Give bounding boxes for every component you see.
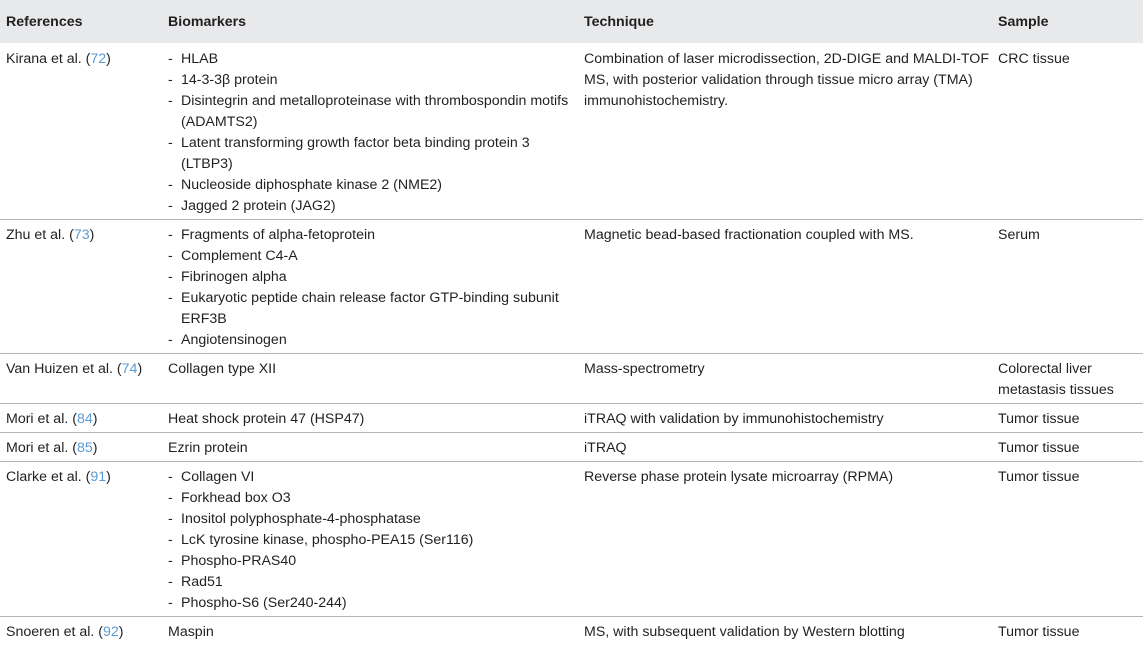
- biomarker-text: Fibrinogen alpha: [181, 269, 287, 285]
- list-marker: -: [168, 133, 173, 154]
- list-item: [168, 133, 584, 175]
- list-item: [168, 530, 584, 551]
- citation-link[interactable]: 73: [74, 227, 90, 243]
- reference-author: Mori et al. (: [6, 411, 77, 427]
- biomarker-text: Complement C4-A: [181, 248, 298, 264]
- list-item: [168, 225, 584, 246]
- list-item: [168, 467, 584, 488]
- list-item: [168, 330, 584, 351]
- reference-close: ): [93, 411, 98, 427]
- reference-close: ): [90, 227, 95, 243]
- cell-sample: Tumor tissue: [998, 617, 1143, 645]
- list-item: [168, 175, 584, 196]
- cell-technique: Mass-spectrometry: [584, 354, 998, 404]
- table-row: [0, 433, 1143, 462]
- cell-sample: CRC tissue: [998, 43, 1143, 220]
- list-item: [168, 196, 584, 217]
- cell-sample: Tumor tissue: [998, 433, 1143, 462]
- citation-link[interactable]: 92: [103, 624, 119, 640]
- list-item: [168, 593, 584, 614]
- cell-biomarkers: Ezrin protein: [168, 433, 584, 462]
- reference-author: Snoeren et al. (: [6, 624, 103, 640]
- biomarker-text: Phospho-PRAS40: [181, 553, 296, 569]
- table-row: [0, 220, 1143, 354]
- biomarker-text: 14-3-3β protein: [181, 72, 278, 88]
- biomarker-text: Disintegrin and metalloproteinase with thrombospondin motifs (ADAMTS2): [181, 93, 568, 130]
- table-row: [0, 354, 1143, 404]
- reference-close: ): [106, 51, 111, 67]
- list-marker: -: [168, 330, 173, 351]
- biomarker-text: Eukaryotic peptide chain release factor GTP-binding subunit ERF3B: [181, 290, 559, 327]
- cell-reference: [0, 404, 168, 433]
- biomarker-list: [168, 49, 584, 217]
- header-references: References: [0, 0, 168, 43]
- cell-biomarkers: Collagen type XII: [168, 354, 584, 404]
- reference-close: ): [93, 440, 98, 456]
- list-item: [168, 572, 584, 593]
- cell-reference: [0, 617, 168, 645]
- cell-technique: Magnetic bead-based fractionation coupled with MS.: [584, 220, 998, 354]
- citation-link[interactable]: 85: [77, 440, 93, 456]
- list-item: [168, 49, 584, 70]
- cell-biomarkers: Maspin: [168, 617, 584, 645]
- header-biomarkers: Biomarkers: [168, 0, 584, 43]
- reference-author: Van Huizen et al. (: [6, 361, 122, 377]
- list-marker: -: [168, 246, 173, 267]
- biomarker-text: Collagen VI: [181, 469, 254, 485]
- cell-reference: [0, 433, 168, 462]
- table-row: [0, 43, 1143, 220]
- cell-biomarkers: [168, 43, 584, 220]
- cell-technique: MS, with subsequent validation by Western blotting: [584, 617, 998, 645]
- biomarker-text: Fragments of alpha-fetoprotein: [181, 227, 375, 243]
- list-marker: -: [168, 288, 173, 309]
- list-marker: -: [168, 467, 173, 488]
- list-marker: -: [168, 267, 173, 288]
- list-item: [168, 288, 584, 330]
- list-marker: -: [168, 488, 173, 509]
- list-item: [168, 91, 584, 133]
- list-marker: -: [168, 175, 173, 196]
- citation-link[interactable]: 72: [90, 51, 106, 67]
- list-marker: -: [168, 593, 173, 614]
- reference-close: ): [119, 624, 124, 640]
- table-row: [0, 462, 1143, 617]
- table-header-row: [0, 0, 1143, 43]
- biomarker-text: Latent transforming growth factor beta binding protein 3 (LTBP3): [181, 135, 530, 172]
- cell-technique: Reverse phase protein lysate microarray (RPMA): [584, 462, 998, 617]
- list-item: [168, 70, 584, 91]
- reference-close: ): [106, 469, 111, 485]
- biomarker-text: Angiotensinogen: [181, 332, 287, 348]
- cell-sample: Tumor tissue: [998, 404, 1143, 433]
- list-marker: -: [168, 530, 173, 551]
- cell-reference: [0, 462, 168, 617]
- list-marker: -: [168, 196, 173, 217]
- cell-technique: iTRAQ: [584, 433, 998, 462]
- list-marker: -: [168, 572, 173, 593]
- table-body: [0, 43, 1143, 645]
- list-marker: -: [168, 225, 173, 246]
- citation-link[interactable]: 74: [122, 361, 138, 377]
- citation-link[interactable]: 84: [77, 411, 93, 427]
- cell-reference: [0, 354, 168, 404]
- list-item: [168, 246, 584, 267]
- cell-biomarkers: Heat shock protein 47 (HSP47): [168, 404, 584, 433]
- biomarker-text: Phospho-S6 (Ser240-244): [181, 595, 347, 611]
- list-marker: -: [168, 91, 173, 112]
- biomarker-text: Jagged 2 protein (JAG2): [181, 198, 336, 214]
- cell-biomarkers: [168, 462, 584, 617]
- biomarker-list: [168, 467, 584, 614]
- reference-author: Clarke et al. (: [6, 469, 90, 485]
- table-row: [0, 617, 1143, 645]
- list-marker: -: [168, 509, 173, 530]
- list-item: [168, 509, 584, 530]
- list-item: [168, 488, 584, 509]
- list-item: [168, 551, 584, 572]
- biomarker-text: Rad51: [181, 574, 223, 590]
- reference-author: Mori et al. (: [6, 440, 77, 456]
- list-marker: -: [168, 70, 173, 91]
- header-sample: Sample: [998, 0, 1143, 43]
- cell-sample: Serum: [998, 220, 1143, 354]
- header-technique: Technique: [584, 0, 998, 43]
- citation-link[interactable]: 91: [90, 469, 106, 485]
- list-item: [168, 267, 584, 288]
- biomarker-text: HLAB: [181, 51, 218, 67]
- biomarker-text: Forkhead box O3: [181, 490, 291, 506]
- cell-sample: Colorectal liver metastasis tissues: [998, 354, 1143, 404]
- reference-close: ): [137, 361, 142, 377]
- biomarker-text: Inositol polyphosphate-4-phosphatase: [181, 511, 421, 527]
- biomarker-text: LcK tyrosine kinase, phospho-PEA15 (Ser116): [181, 532, 473, 548]
- cell-technique: Combination of laser microdissection, 2D-DIGE and MALDI-TOF MS, with posterior validation through tissue micro array (TMA) immunohistochemistry.: [584, 43, 998, 220]
- cell-biomarkers: [168, 220, 584, 354]
- cell-reference: [0, 220, 168, 354]
- list-marker: -: [168, 551, 173, 572]
- biomarker-text: Nucleoside diphosphate kinase 2 (NME2): [181, 177, 442, 193]
- cell-sample: Tumor tissue: [998, 462, 1143, 617]
- cell-technique: iTRAQ with validation by immunohistochemistry: [584, 404, 998, 433]
- cell-reference: [0, 43, 168, 220]
- table-row: [0, 404, 1143, 433]
- reference-author: Kirana et al. (: [6, 51, 90, 67]
- biomarker-list: [168, 225, 584, 351]
- list-marker: -: [168, 49, 173, 70]
- reference-author: Zhu et al. (: [6, 227, 74, 243]
